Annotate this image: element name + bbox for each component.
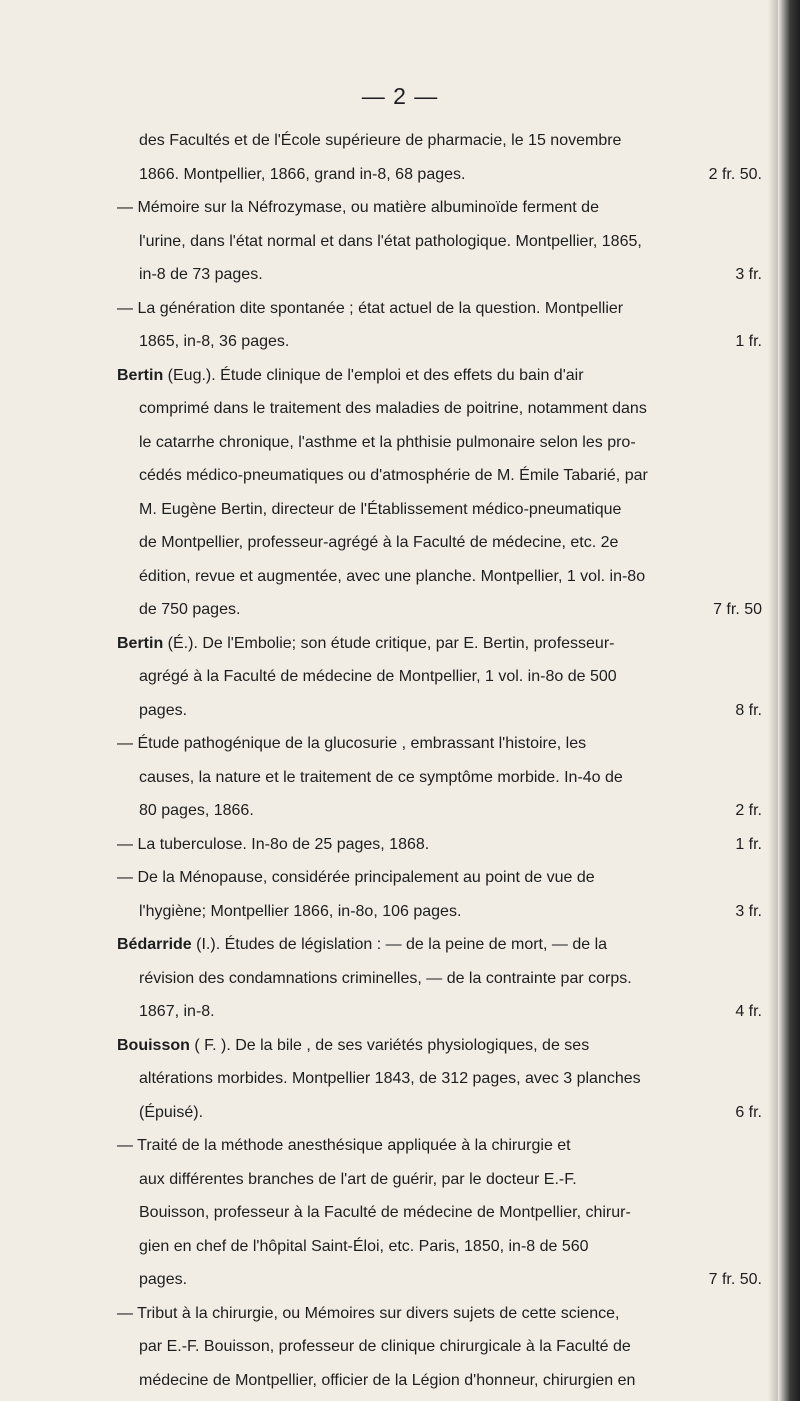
- catalogue-line: [117, 1330, 770, 1364]
- line-body: — Mémoire sur la Néfrozymase, ou matière albuminoïde ferment de: [117, 199, 599, 216]
- price: 7 fr. 50.: [708, 1271, 762, 1288]
- page-binding-edge: [778, 0, 800, 1401]
- line-text: [117, 1029, 589, 1063]
- price: 2 fr.: [735, 802, 762, 819]
- line-body: — Tribut à la chirurgie, ou Mémoires sur divers sujets de cette science,: [117, 1304, 620, 1322]
- line-text: [117, 1129, 571, 1163]
- catalogue-line: [117, 1196, 770, 1230]
- line-body: causes, la nature et le traitement de ce symptôme morbide. In-4o de: [139, 768, 623, 786]
- line-text: [139, 1062, 641, 1096]
- catalogue-line: [117, 828, 770, 862]
- line-text: [139, 258, 263, 292]
- catalogue-line: [117, 861, 770, 895]
- price: 1 fr.: [735, 333, 762, 350]
- catalogue-line: [117, 493, 770, 527]
- line-body: altérations morbides. Montpellier 1843, de 312 pages, avec 3 planches: [139, 1070, 641, 1087]
- catalogue-line: [117, 225, 770, 259]
- entry-heading-line: [117, 1029, 770, 1063]
- page-number: — 2 —: [361, 83, 439, 109]
- catalogue-line: [117, 1096, 770, 1130]
- catalogue-line: [117, 727, 770, 761]
- catalogue-line: [117, 761, 770, 795]
- line-text: [139, 660, 617, 694]
- line-text: [117, 928, 607, 962]
- line-text: [139, 794, 254, 828]
- catalogue-line: [117, 158, 770, 192]
- catalogue-line: [117, 962, 770, 996]
- line-text: [139, 761, 623, 795]
- price: 1 fr.: [735, 835, 762, 853]
- line-body: in-8 de 73 pages.: [139, 266, 263, 283]
- line-text: [139, 493, 621, 527]
- price: 7 fr. 50: [713, 601, 762, 618]
- line-text: [139, 1196, 631, 1230]
- line-body: — Étude pathogénique de la glucosurie , embrassant l'histoire, les: [117, 735, 587, 752]
- line-body: par E.-F. Bouisson, professeur de clinique chirurgicale à la Faculté de: [139, 1338, 631, 1355]
- line-text: [117, 191, 599, 225]
- author-name: Bédarride: [117, 936, 192, 953]
- catalogue-line: [117, 258, 770, 292]
- price: 3 fr.: [735, 902, 762, 920]
- line-body: pages.: [139, 701, 188, 719]
- author-name: Bouisson: [117, 1036, 190, 1054]
- catalogue-line: [117, 660, 770, 694]
- line-text: [117, 1297, 619, 1331]
- catalogue-line: [117, 895, 770, 929]
- line-body: — De la Ménopause, considérée principalement au point de vue de: [117, 869, 595, 886]
- line-text: [139, 459, 648, 493]
- line-body: (É.). De l'Embolie; son étude critique, par E. Bertin, professeur-: [163, 634, 615, 652]
- catalogue-line: [117, 1230, 770, 1264]
- line-text: [139, 995, 215, 1029]
- line-body: 80 pages, 1866.: [139, 802, 254, 819]
- line-body: édition, revue et augmentée, avec une planche. Montpellier, 1 vol. in-8o: [139, 567, 646, 585]
- line-body: 1865, in-8, 36 pages.: [139, 333, 290, 350]
- line-body: — La tuberculose. In-8o de 25 pages, 1868.: [117, 835, 430, 853]
- line-text: [139, 1364, 635, 1398]
- line-text: [139, 1096, 203, 1130]
- line-body: Bouisson, professeur à la Faculté de médecine de Montpellier, chirur-: [139, 1204, 631, 1221]
- line-body: révision des condamnations criminelles, — de la contrainte par corps.: [139, 969, 632, 987]
- line-text: [139, 158, 465, 192]
- catalogue-line: [117, 325, 770, 359]
- line-text: [139, 1330, 631, 1364]
- line-text: [139, 962, 632, 996]
- line-body: — Traité de la méthode anesthésique appliquée à la chirurgie et: [117, 1137, 571, 1154]
- line-text: [139, 325, 289, 359]
- price: 4 fr.: [735, 1003, 762, 1020]
- line-body: agrégé à la Faculté de médecine de Montpellier, 1 vol. in-8o de 500: [139, 668, 617, 685]
- line-text: [117, 359, 584, 393]
- line-text: [139, 392, 647, 426]
- line-text: [139, 1163, 577, 1197]
- catalogue-line: [117, 1263, 770, 1297]
- line-body: des Facultés et de l'École supérieure de pharmacie, le 15 novembre: [139, 132, 622, 149]
- catalogue-line: [117, 1129, 770, 1163]
- line-text: [139, 694, 187, 728]
- line-text: [139, 426, 636, 460]
- line-body: pages.: [139, 1271, 188, 1288]
- catalogue-line: [117, 593, 770, 627]
- line-body: (Eug.). Étude clinique de l'emploi et des effets du bain d'air: [163, 366, 584, 384]
- line-body: l'urine, dans l'état normal et dans l'état pathologique. Montpellier, 1865,: [139, 232, 642, 250]
- line-body: aux différentes branches de l'art de guérir, par le docteur E.-F.: [139, 1170, 577, 1188]
- line-body: cédés médico-pneumatiques ou d'atmosphérie de M. Émile Tabarié, par: [139, 467, 648, 484]
- line-text: [139, 526, 618, 560]
- line-body: M. Eugène Bertin, directeur de l'Établissement médico-pneumatique: [139, 500, 622, 518]
- line-body: comprimé dans le traitement des maladies de poitrine, notamment dans: [139, 400, 647, 417]
- catalogue-line: [117, 292, 770, 326]
- line-body: médecine de Montpellier, officier de la Légion d'honneur, chirurgien en: [139, 1371, 636, 1389]
- line-body: de 750 pages.: [139, 601, 241, 618]
- catalogue-line: [117, 1163, 770, 1197]
- catalogue-line: [117, 426, 770, 460]
- catalogue-line: [117, 1364, 770, 1398]
- line-text: [139, 560, 645, 594]
- line-text: [139, 124, 621, 158]
- price: 6 fr.: [735, 1103, 762, 1121]
- line-text: [117, 828, 429, 862]
- catalogue-text: [117, 124, 770, 1397]
- line-text: [117, 292, 623, 326]
- line-body: (I.). Études de législation : — de la peine de mort, — de la: [191, 936, 608, 953]
- catalogue-line: [117, 124, 770, 158]
- price: 3 fr.: [735, 266, 762, 283]
- catalogue-line: [117, 694, 770, 728]
- line-text: [117, 727, 586, 761]
- catalogue-line: [117, 392, 770, 426]
- price: 2 fr. 50.: [708, 165, 762, 183]
- line-body: gien en chef de l'hôpital Saint-Éloi, etc. Paris, 1850, in-8 de 560: [139, 1237, 589, 1255]
- line-text: [139, 1230, 589, 1264]
- line-body: ( F. ). De la bile , de ses variétés physiologiques, de ses: [189, 1036, 590, 1054]
- author-name: Bertin: [117, 634, 164, 652]
- catalogue-line: [117, 459, 770, 493]
- author-name: Bertin: [117, 366, 164, 384]
- catalogue-line: [117, 1297, 770, 1331]
- catalogue-line: [117, 191, 770, 225]
- line-text: [117, 627, 614, 661]
- catalogue-line: [117, 995, 770, 1029]
- line-text: [139, 593, 240, 627]
- line-text: [139, 225, 642, 259]
- line-body: (Épuisé).: [139, 1103, 204, 1121]
- line-body: 1867, in-8.: [139, 1003, 215, 1020]
- line-body: le catarrhe chronique, l'asthme et la phthisie pulmonaire selon les pro-: [139, 433, 636, 451]
- line-text: [139, 1263, 187, 1297]
- catalogue-line: [117, 1062, 770, 1096]
- line-body: de Montpellier, professeur-agrégé à la Faculté de médecine, etc. 2e: [139, 534, 619, 551]
- line-body: — La génération dite spontanée ; état actuel de la question. Montpellier: [117, 299, 624, 317]
- line-text: [139, 895, 461, 929]
- catalogue-line: [117, 526, 770, 560]
- entry-heading-line: [117, 928, 770, 962]
- entry-heading-line: [117, 627, 770, 661]
- line-body: l'hygiène; Montpellier 1866, in-8o, 106 pages.: [139, 902, 462, 920]
- line-body: 1866. Montpellier, 1866, grand in-8, 68 pages.: [139, 165, 466, 183]
- entry-heading-line: [117, 359, 770, 393]
- catalogue-line: [117, 560, 770, 594]
- price: 8 fr.: [735, 701, 762, 719]
- catalogue-line: [117, 794, 770, 828]
- line-text: [117, 861, 595, 895]
